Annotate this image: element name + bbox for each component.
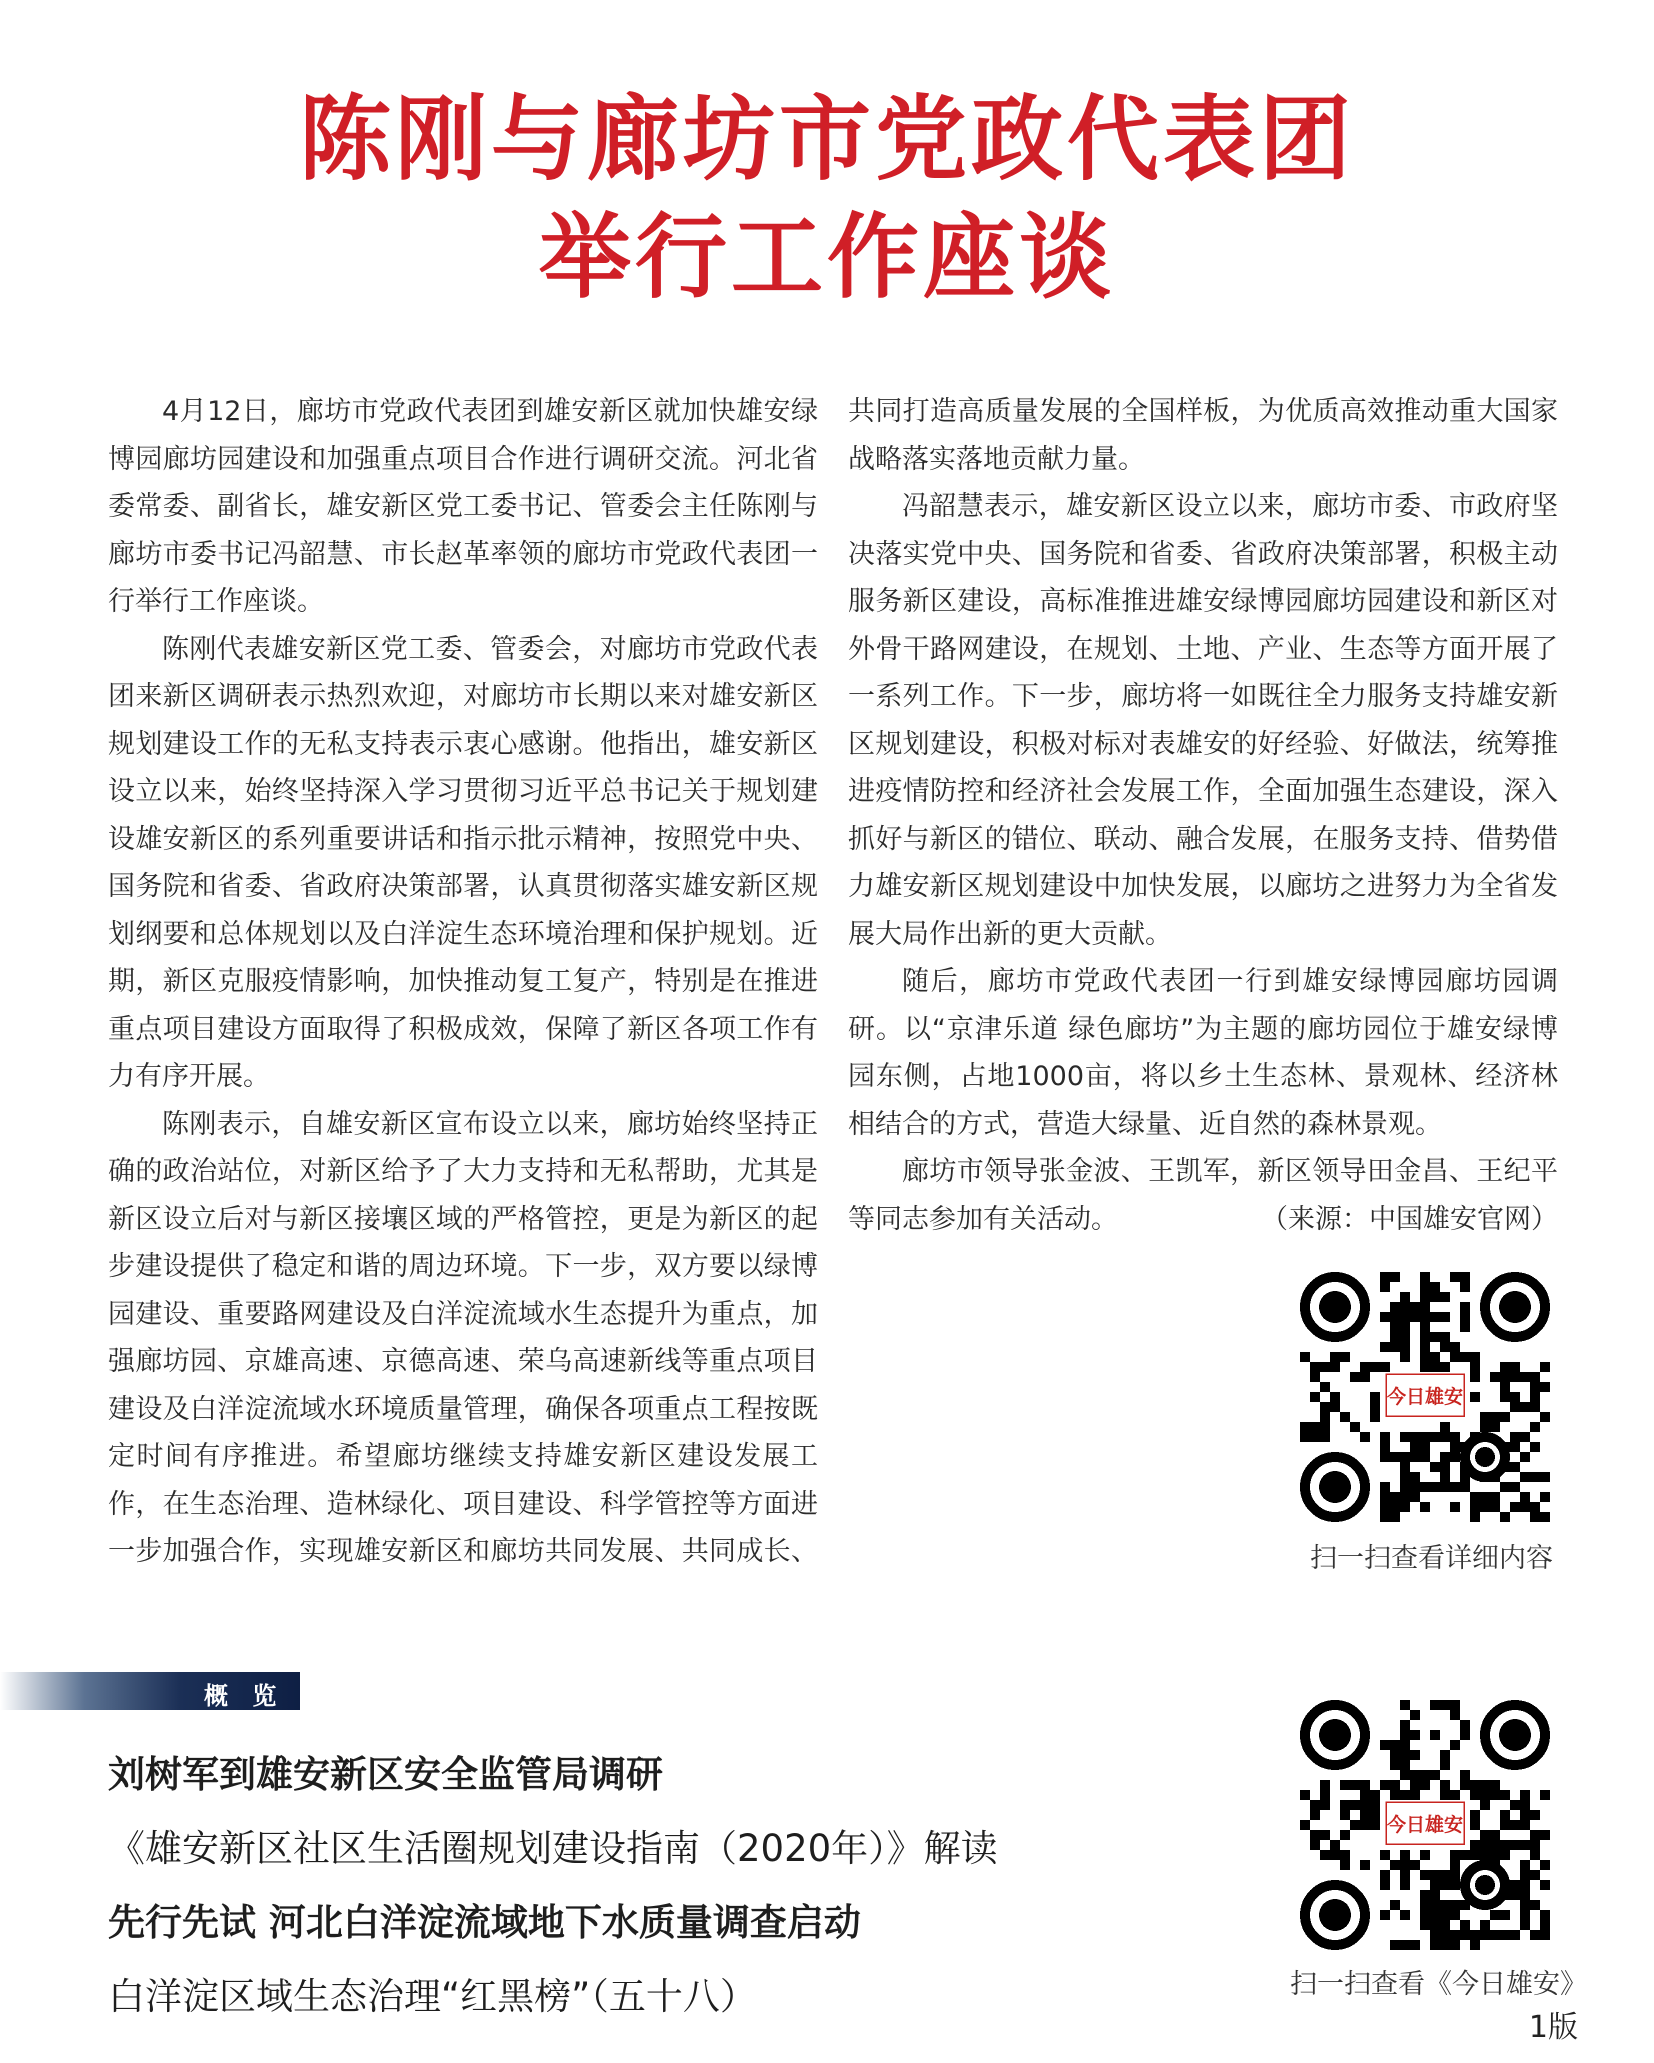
article-paragraph: 陈刚代表雄安新区党工委、管委会，对廊坊市党政代表团来新区调研表示热烈欢迎，对廊坊市长期以来对雄安新区规划建设工作的无私支持表示衷心感谢。他指出，雄安新区设立以来，始终坚持深入学习贯彻习近平总书记关于规划建设雄安新区的系列重要讲话和指示批示精神，按照党中央、国务院和省委、省政府决策部署，认真贯彻落实雄安新区规划纲要和总体规划以及白洋淀生态环境治理和保护规划。近期，新区克服疫情影响，加快推动复工复产，特别是在推进重点项目建设方面取得了积极成效，保障了新区各项工作有力有序开展。: [108, 633, 818, 1092]
qr-code-icon: [1300, 1272, 1550, 1522]
overview-item-1[interactable]: 刘树军到雄安新区安全监管局调研: [108, 1753, 663, 1796]
qr-caption-article: 扫一扫查看详细内容: [1310, 1543, 1553, 1574]
overview-item-4[interactable]: 白洋淀区域生态治理“红黑榜”（五十八）: [108, 1975, 757, 2018]
article-paragraph-last: [848, 1148, 1558, 1243]
headline: [0, 80, 1654, 316]
headline-line-1: 陈刚与廊坊市党政代表团: [298, 85, 1355, 193]
article-paragraph: 4月12日，廊坊市党政代表团到雄安新区就加快雄安绿博园廊坊园建设和加强重点项目合作进行调研交流。河北省委常委、副省长，雄安新区党工委书记、管委会主任陈刚与廊坊市委书记冯韶慧、市长赵革率领的廊坊市党政代表团一行举行工作座谈。: [108, 396, 818, 617]
qr-code-paper[interactable]: [1300, 1700, 1550, 1950]
article-paragraph-text: 廊坊市领导张金波、王凯军，新区领导田金昌、王纪平等同志参加有关活动。: [848, 1156, 1558, 1235]
article-paragraph: 冯韶慧表示，雄安新区设立以来，廊坊市委、市政府坚决落实党中央、国务院和省委、省政府决策部署，积极主动服务新区建设，高标准推进雄安绿博园廊坊园建设和新区对外骨干路网建设，在规划、土地、产业、生态等方面开展了一系列工作。下一步，廊坊将一如既往全力服务支持雄安新区规划建设，积极对标对表雄安的好经验、好做法，统筹推进疫情防控和经济社会发展工作，全面加强生态建设，深入抓好与新区的错位、联动、融合发展，在服务支持、借势借力雄安新区规划建设中加快发展，以廊坊之进努力为全省发展大局作出新的更大贡献。: [848, 491, 1558, 950]
article-paragraph: 随后，廊坊市党政代表团一行到雄安绿博园廊坊园调研。以“京津乐道 绿色廊坊”为主题的廊坊园位于雄安绿博园东侧，占地1000亩，将以乡土生态林、景观林、经济林相结合的方式，营造大绿量、近自然的森林景观。: [848, 966, 1558, 1140]
section-tab-overview: [0, 1672, 300, 1710]
qr-caption-paper: 扫一扫查看《今日雄安》: [1290, 1969, 1587, 2000]
page-number: 1版: [1528, 2010, 1578, 2045]
qr-badge-text: 今日雄安: [1386, 1814, 1464, 1836]
overview-item-2[interactable]: 《雄安新区社区生活圈规划建设指南（2020年）》解读: [108, 1827, 998, 1870]
qr-code-icon: [1300, 1700, 1550, 1950]
overview-item-3[interactable]: 先行先试 河北白洋淀流域地下水质量调查启动: [108, 1901, 861, 1944]
headline-line-2: 举行工作座谈: [538, 203, 1115, 311]
qr-code-article[interactable]: [1300, 1272, 1550, 1522]
section-tab-label: 概 览: [204, 1682, 285, 1710]
overview-list: [108, 1738, 1258, 2034]
article-paragraph: 陈刚表示，自雄安新区宣布设立以来，廊坊始终坚持正确的政治站位，对新区给予了大力支持和无私帮助，尤其是新区设立后对与新区接壤区域的严格管控，更是为新区的起步建设提供了稳定和谐的周边环境。下一步，双方要以绿博园建设、重要路网建设及白洋淀流域水生态提升为重点，加强廊坊园、京雄高速、京德高速、荣乌高速新线等重点项目建设及白洋淀流域水环境质量管理，确保各项重点工程按既定时间有序推进。希望廊坊继续支持雄安新区建设发展工作，在生态治理、造林绿化、项目建设、科学管控等方面进一步加强合作，实现雄安新区和廊坊共同发展、共同成长、共同打造高质量发展的全国样板，为优质高效推动重大国家战略落实落地贡献力量。: [108, 396, 1558, 1567]
qr-badge-text: 今日雄安: [1386, 1386, 1464, 1408]
article-source: （来源：中国雄安官网）: [1261, 1203, 1558, 1235]
